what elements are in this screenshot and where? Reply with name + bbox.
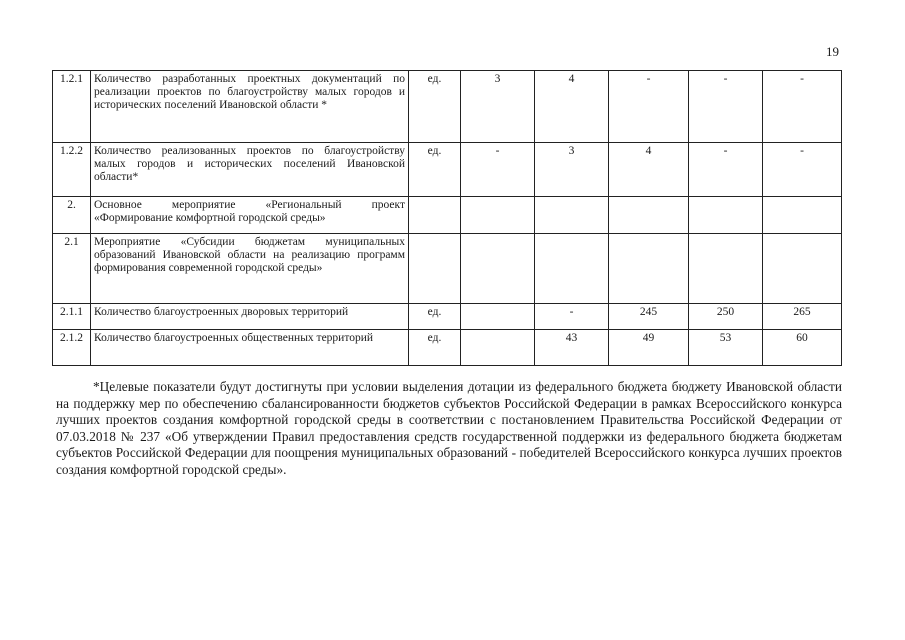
value-cell: [763, 234, 842, 304]
value-cell: 245: [609, 304, 689, 330]
value-cell: -: [763, 71, 842, 143]
value-cell: [609, 197, 689, 234]
table-row: [53, 143, 842, 197]
value-cell: [535, 197, 609, 234]
value-cell: 4: [535, 71, 609, 143]
unit-cell: ед.: [409, 143, 461, 197]
row-number: 2.1.1: [53, 304, 91, 330]
value-cell: [535, 234, 609, 304]
value-cell: 60: [763, 330, 842, 366]
indicator-name: Мероприятие «Субсидии бюджетам муниципальных образований Ивановской области на реализацию программ формирования современной городской среды»: [91, 234, 409, 304]
table-row: [53, 330, 842, 366]
row-number: 1.2.2: [53, 143, 91, 197]
unit-cell: [409, 234, 461, 304]
value-cell: [461, 304, 535, 330]
unit-cell: ед.: [409, 330, 461, 366]
indicator-name: Количество реализованных проектов по благоустройству малых городов и исторических поселений Ивановской области*: [91, 143, 409, 197]
page-number: 19: [826, 44, 839, 59]
indicator-name: Основное мероприятие «Региональный проект «Формирование комфортной городской среды»: [91, 197, 409, 234]
table-row: [53, 234, 842, 304]
value-cell: 43: [535, 330, 609, 366]
row-number: 2.: [53, 197, 91, 234]
unit-cell: ед.: [409, 304, 461, 330]
value-cell: 265: [763, 304, 842, 330]
value-cell: -: [535, 304, 609, 330]
table-row: [53, 304, 842, 330]
value-cell: 4: [609, 143, 689, 197]
value-cell: -: [689, 71, 763, 143]
indicator-name: Количество разработанных проектных документаций по реализации проектов по благоустройству малых городов и исторических поселений Ивановской области *: [91, 71, 409, 143]
unit-cell: [409, 197, 461, 234]
indicator-name: Количество благоустроенных дворовых территорий: [91, 304, 409, 330]
value-cell: -: [763, 143, 842, 197]
value-cell: [763, 197, 842, 234]
value-cell: 3: [461, 71, 535, 143]
value-cell: -: [609, 71, 689, 143]
table-row: [53, 71, 842, 143]
footnote: [56, 379, 842, 479]
value-cell: [461, 330, 535, 366]
value-cell: [689, 234, 763, 304]
value-cell: -: [689, 143, 763, 197]
row-number: 1.2.1: [53, 71, 91, 143]
indicators-table: [52, 70, 842, 366]
indicator-name: Количество благоустроенных общественных территорий: [91, 330, 409, 366]
table-row: [53, 197, 842, 234]
footnote-text: *Целевые показатели будут достигнуты при условии выделения дотации из федерального бюджета бюджету Ивановской области на поддержку мер по обеспечению сбалансированности бюджетов субъектов Российской Федерации в рамках Всероссийского конкурса лучших проектов создания комфортной городской среды в соответствии с постановлением Правительства Российской Федерации от 07.03.2018 № 237 «Об утверждении Правил предоставления средств государственной поддержки из федерального бюджета бюджетам субъектов Российской Федерации для поощрения муниципальных образований - победителей Всероссийского конкурса лучших проектов создания комфортной городской среды».: [56, 379, 842, 477]
value-cell: 250: [689, 304, 763, 330]
row-number: 2.1.2: [53, 330, 91, 366]
value-cell: 49: [609, 330, 689, 366]
value-cell: [461, 197, 535, 234]
row-number: 2.1: [53, 234, 91, 304]
value-cell: -: [461, 143, 535, 197]
value-cell: [461, 234, 535, 304]
value-cell: [609, 234, 689, 304]
value-cell: 3: [535, 143, 609, 197]
value-cell: [689, 197, 763, 234]
value-cell: 53: [689, 330, 763, 366]
unit-cell: ед.: [409, 71, 461, 143]
